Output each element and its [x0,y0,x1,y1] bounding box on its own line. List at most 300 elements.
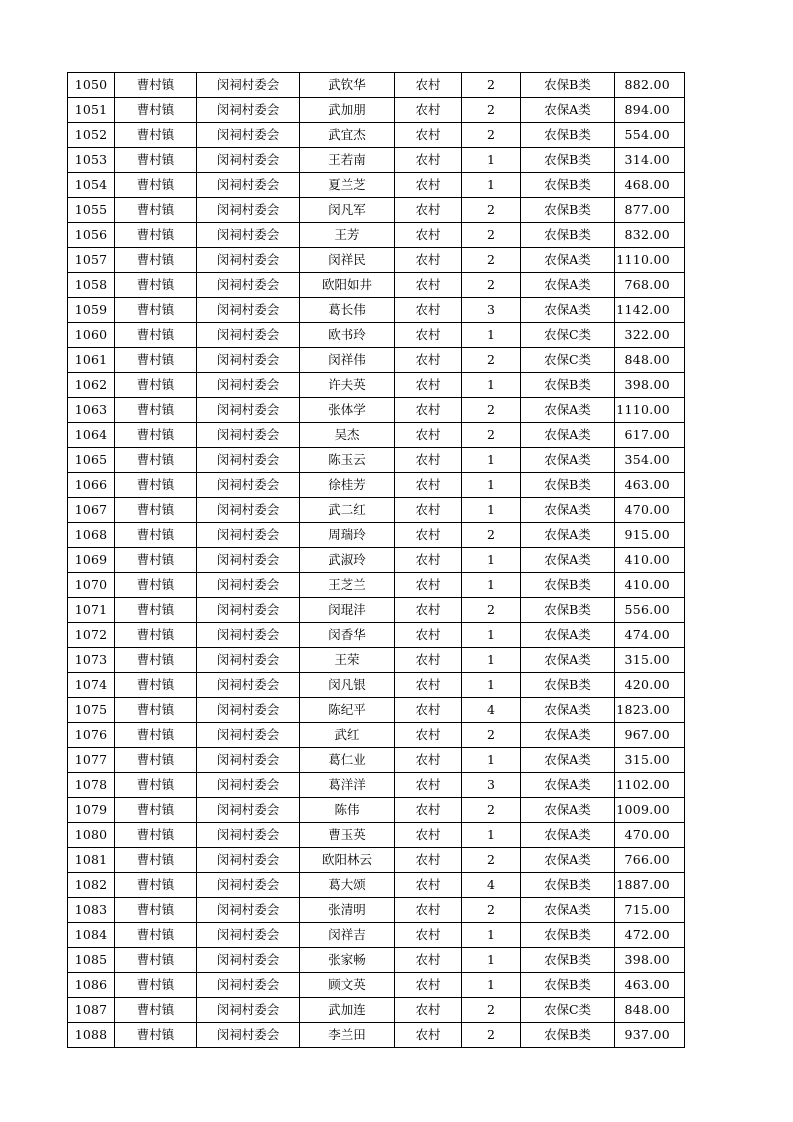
household-type-cell: 农村 [395,973,462,998]
row-number: 1062 [68,373,115,398]
name-cell: 王芝兰 [300,573,395,598]
household-type-cell: 农村 [395,398,462,423]
village-committee-cell: 闵祠村委会 [197,523,300,548]
town-cell: 曹村镇 [115,373,197,398]
member-count-cell: 1 [462,948,521,973]
table-row [68,448,685,473]
row-number: 1076 [68,723,115,748]
town-cell: 曹村镇 [115,798,197,823]
member-count-cell: 2 [462,598,521,623]
name-cell: 闵香华 [300,623,395,648]
name-cell: 张清明 [300,898,395,923]
insurance-class-cell: 农保A类 [521,298,615,323]
town-cell: 曹村镇 [115,773,197,798]
household-type-cell: 农村 [395,748,462,773]
member-count-cell: 2 [462,273,521,298]
name-cell: 吴杰 [300,423,395,448]
household-type-cell: 农村 [395,348,462,373]
row-number: 1070 [68,573,115,598]
member-count-cell: 1 [462,448,521,473]
insurance-class-cell: 农保A类 [521,523,615,548]
village-committee-cell: 闵祠村委会 [197,498,300,523]
name-cell: 徐桂芳 [300,473,395,498]
amount-cell: 315.00 [615,748,685,773]
insurance-class-cell: 农保A类 [521,748,615,773]
row-number: 1078 [68,773,115,798]
insurance-class-cell: 农保B类 [521,1023,615,1048]
village-committee-cell: 闵祠村委会 [197,173,300,198]
table-row [68,773,685,798]
town-cell: 曹村镇 [115,498,197,523]
amount-cell: 420.00 [615,673,685,698]
name-cell: 许夫英 [300,373,395,398]
town-cell: 曹村镇 [115,323,197,348]
table-row [68,173,685,198]
household-type-cell: 农村 [395,798,462,823]
insurance-class-cell: 农保A类 [521,98,615,123]
amount-cell: 1110.00 [615,398,685,423]
name-cell: 葛洋洋 [300,773,395,798]
insurance-class-cell: 农保B类 [521,873,615,898]
household-type-cell: 农村 [395,848,462,873]
insurance-class-cell: 农保B类 [521,473,615,498]
village-committee-cell: 闵祠村委会 [197,948,300,973]
member-count-cell: 1 [462,173,521,198]
amount-cell: 832.00 [615,223,685,248]
member-count-cell: 3 [462,773,521,798]
household-type-cell: 农村 [395,773,462,798]
row-number: 1082 [68,873,115,898]
insurance-class-cell: 农保A类 [521,798,615,823]
village-committee-cell: 闵祠村委会 [197,898,300,923]
village-committee-cell: 闵祠村委会 [197,273,300,298]
amount-cell: 768.00 [615,273,685,298]
member-count-cell: 1 [462,323,521,348]
name-cell: 葛仁业 [300,748,395,773]
row-number: 1081 [68,848,115,873]
table-row [68,873,685,898]
amount-cell: 315.00 [615,648,685,673]
household-type-cell: 农村 [395,473,462,498]
village-committee-cell: 闵祠村委会 [197,798,300,823]
table-row [68,423,685,448]
town-cell: 曹村镇 [115,973,197,998]
member-count-cell: 1 [462,148,521,173]
household-type-cell: 农村 [395,298,462,323]
village-committee-cell: 闵祠村委会 [197,748,300,773]
member-count-cell: 1 [462,498,521,523]
row-number: 1087 [68,998,115,1023]
member-count-cell: 2 [462,248,521,273]
name-cell: 闵祥民 [300,248,395,273]
town-cell: 曹村镇 [115,198,197,223]
town-cell: 曹村镇 [115,298,197,323]
town-cell: 曹村镇 [115,673,197,698]
insurance-class-cell: 农保A类 [521,273,615,298]
member-count-cell: 1 [462,548,521,573]
household-type-cell: 农村 [395,698,462,723]
member-count-cell: 1 [462,648,521,673]
member-count-cell: 2 [462,998,521,1023]
row-number: 1080 [68,823,115,848]
member-count-cell: 1 [462,623,521,648]
village-committee-cell: 闵祠村委会 [197,548,300,573]
household-type-cell: 农村 [395,998,462,1023]
town-cell: 曹村镇 [115,573,197,598]
household-type-cell: 农村 [395,1023,462,1048]
row-number: 1075 [68,698,115,723]
table-row [68,523,685,548]
name-cell: 王若南 [300,148,395,173]
amount-cell: 468.00 [615,173,685,198]
member-count-cell: 1 [462,373,521,398]
village-committee-cell: 闵祠村委会 [197,423,300,448]
table-row [68,373,685,398]
town-cell: 曹村镇 [115,723,197,748]
table-row [68,398,685,423]
table-row [68,273,685,298]
insurance-class-cell: 农保A类 [521,648,615,673]
row-number: 1088 [68,1023,115,1048]
insurance-class-cell: 农保B类 [521,123,615,148]
insurance-class-cell: 农保B类 [521,73,615,98]
insurance-class-cell: 农保A类 [521,848,615,873]
village-committee-cell: 闵祠村委会 [197,873,300,898]
table-row [68,698,685,723]
member-count-cell: 2 [462,223,521,248]
town-cell: 曹村镇 [115,398,197,423]
name-cell: 陈纪平 [300,698,395,723]
village-committee-cell: 闵祠村委会 [197,473,300,498]
household-type-cell: 农村 [395,423,462,448]
insurance-class-cell: 农保C类 [521,323,615,348]
table-row [68,148,685,173]
household-type-cell: 农村 [395,648,462,673]
village-committee-cell: 闵祠村委会 [197,448,300,473]
table-row [68,473,685,498]
member-count-cell: 2 [462,898,521,923]
town-cell: 曹村镇 [115,998,197,1023]
insurance-class-cell: 农保A类 [521,248,615,273]
name-cell: 武加连 [300,998,395,1023]
row-number: 1063 [68,398,115,423]
row-number: 1085 [68,948,115,973]
household-type-cell: 农村 [395,223,462,248]
name-cell: 闵祥吉 [300,923,395,948]
village-committee-cell: 闵祠村委会 [197,98,300,123]
table-row [68,73,685,98]
row-number: 1056 [68,223,115,248]
member-count-cell: 2 [462,198,521,223]
town-cell: 曹村镇 [115,248,197,273]
row-number: 1053 [68,148,115,173]
insurance-class-cell: 农保B类 [521,573,615,598]
village-committee-cell: 闵祠村委会 [197,198,300,223]
town-cell: 曹村镇 [115,898,197,923]
amount-cell: 766.00 [615,848,685,873]
amount-cell: 556.00 [615,598,685,623]
amount-cell: 1110.00 [615,248,685,273]
row-number: 1084 [68,923,115,948]
table-row [68,748,685,773]
name-cell: 武加朋 [300,98,395,123]
town-cell: 曹村镇 [115,623,197,648]
household-type-cell: 农村 [395,723,462,748]
insurance-class-cell: 农保B类 [521,923,615,948]
name-cell: 闵凡银 [300,673,395,698]
amount-cell: 848.00 [615,998,685,1023]
insurance-class-cell: 农保C类 [521,998,615,1023]
amount-cell: 967.00 [615,723,685,748]
amount-cell: 322.00 [615,323,685,348]
town-cell: 曹村镇 [115,148,197,173]
member-count-cell: 4 [462,873,521,898]
village-committee-cell: 闵祠村委会 [197,348,300,373]
village-committee-cell: 闵祠村委会 [197,648,300,673]
town-cell: 曹村镇 [115,948,197,973]
village-committee-cell: 闵祠村委会 [197,998,300,1023]
name-cell: 武红 [300,723,395,748]
data-table [67,72,685,1048]
household-type-cell: 农村 [395,198,462,223]
household-type-cell: 农村 [395,173,462,198]
amount-cell: 1142.00 [615,298,685,323]
member-count-cell: 2 [462,73,521,98]
town-cell: 曹村镇 [115,698,197,723]
amount-cell: 472.00 [615,923,685,948]
member-count-cell: 1 [462,573,521,598]
town-cell: 曹村镇 [115,873,197,898]
town-cell: 曹村镇 [115,598,197,623]
village-committee-cell: 闵祠村委会 [197,923,300,948]
town-cell: 曹村镇 [115,523,197,548]
member-count-cell: 2 [462,798,521,823]
member-count-cell: 1 [462,923,521,948]
town-cell: 曹村镇 [115,273,197,298]
row-number: 1065 [68,448,115,473]
household-type-cell: 农村 [395,948,462,973]
household-type-cell: 农村 [395,123,462,148]
insurance-class-cell: 农保B类 [521,148,615,173]
household-type-cell: 农村 [395,573,462,598]
name-cell: 欧阳如井 [300,273,395,298]
town-cell: 曹村镇 [115,98,197,123]
household-type-cell: 农村 [395,248,462,273]
town-cell: 曹村镇 [115,1023,197,1048]
insurance-class-cell: 农保A类 [521,773,615,798]
village-committee-cell: 闵祠村委会 [197,248,300,273]
household-type-cell: 农村 [395,873,462,898]
household-type-cell: 农村 [395,823,462,848]
village-committee-cell: 闵祠村委会 [197,673,300,698]
village-committee-cell: 闵祠村委会 [197,373,300,398]
table-row [68,573,685,598]
insurance-class-cell: 农保C类 [521,348,615,373]
table-row [68,973,685,998]
village-committee-cell: 闵祠村委会 [197,298,300,323]
table-row [68,198,685,223]
village-committee-cell: 闵祠村委会 [197,323,300,348]
table-row [68,998,685,1023]
table-row [68,498,685,523]
row-number: 1054 [68,173,115,198]
amount-cell: 354.00 [615,448,685,473]
household-type-cell: 农村 [395,598,462,623]
row-number: 1071 [68,598,115,623]
town-cell: 曹村镇 [115,848,197,873]
insurance-class-cell: 农保B类 [521,598,615,623]
amount-cell: 410.00 [615,548,685,573]
household-type-cell: 农村 [395,98,462,123]
name-cell: 武淑玲 [300,548,395,573]
name-cell: 张家畅 [300,948,395,973]
row-number: 1060 [68,323,115,348]
row-number: 1057 [68,248,115,273]
amount-cell: 882.00 [615,73,685,98]
row-number: 1083 [68,898,115,923]
insurance-class-cell: 农保B类 [521,173,615,198]
town-cell: 曹村镇 [115,423,197,448]
table-row [68,323,685,348]
name-cell: 夏兰芝 [300,173,395,198]
row-number: 1064 [68,423,115,448]
row-number: 1058 [68,273,115,298]
amount-cell: 398.00 [615,948,685,973]
member-count-cell: 2 [462,348,521,373]
member-count-cell: 1 [462,973,521,998]
town-cell: 曹村镇 [115,823,197,848]
name-cell: 欧阳林云 [300,848,395,873]
table-row [68,598,685,623]
village-committee-cell: 闵祠村委会 [197,973,300,998]
town-cell: 曹村镇 [115,748,197,773]
table-row [68,848,685,873]
amount-cell: 314.00 [615,148,685,173]
member-count-cell: 2 [462,423,521,448]
household-type-cell: 农村 [395,623,462,648]
amount-cell: 463.00 [615,973,685,998]
village-committee-cell: 闵祠村委会 [197,848,300,873]
amount-cell: 848.00 [615,348,685,373]
amount-cell: 1823.00 [615,698,685,723]
member-count-cell: 1 [462,823,521,848]
amount-cell: 894.00 [615,98,685,123]
town-cell: 曹村镇 [115,73,197,98]
insurance-class-cell: 农保A类 [521,423,615,448]
amount-cell: 1009.00 [615,798,685,823]
table-row [68,798,685,823]
table-row [68,673,685,698]
insurance-class-cell: 农保B类 [521,973,615,998]
row-number: 1055 [68,198,115,223]
member-count-cell: 2 [462,848,521,873]
village-committee-cell: 闵祠村委会 [197,573,300,598]
amount-cell: 474.00 [615,623,685,648]
insurance-class-cell: 农保A类 [521,723,615,748]
village-committee-cell: 闵祠村委会 [197,398,300,423]
household-type-cell: 农村 [395,448,462,473]
row-number: 1052 [68,123,115,148]
table-row [68,623,685,648]
household-type-cell: 农村 [395,323,462,348]
village-committee-cell: 闵祠村委会 [197,598,300,623]
table-row [68,823,685,848]
table-row [68,298,685,323]
household-type-cell: 农村 [395,548,462,573]
table-row [68,248,685,273]
insurance-class-cell: 农保A类 [521,698,615,723]
household-type-cell: 农村 [395,73,462,98]
amount-cell: 1887.00 [615,873,685,898]
household-type-cell: 农村 [395,273,462,298]
table-row [68,123,685,148]
town-cell: 曹村镇 [115,173,197,198]
name-cell: 曹玉英 [300,823,395,848]
name-cell: 闵琨沣 [300,598,395,623]
name-cell: 陈伟 [300,798,395,823]
member-count-cell: 1 [462,473,521,498]
table-row [68,723,685,748]
table-body [68,73,685,1048]
row-number: 1086 [68,973,115,998]
household-type-cell: 农村 [395,498,462,523]
member-count-cell: 2 [462,398,521,423]
town-cell: 曹村镇 [115,648,197,673]
row-number: 1050 [68,73,115,98]
table-row [68,548,685,573]
amount-cell: 937.00 [615,1023,685,1048]
amount-cell: 470.00 [615,498,685,523]
table-row [68,923,685,948]
village-committee-cell: 闵祠村委会 [197,823,300,848]
row-number: 1067 [68,498,115,523]
insurance-class-cell: 农保B类 [521,198,615,223]
member-count-cell: 3 [462,298,521,323]
insurance-class-cell: 农保B类 [521,223,615,248]
name-cell: 武钦华 [300,73,395,98]
member-count-cell: 1 [462,673,521,698]
name-cell: 武宜杰 [300,123,395,148]
amount-cell: 470.00 [615,823,685,848]
table-row [68,98,685,123]
row-number: 1068 [68,523,115,548]
amount-cell: 1102.00 [615,773,685,798]
insurance-class-cell: 农保A类 [521,898,615,923]
household-type-cell: 农村 [395,523,462,548]
village-committee-cell: 闵祠村委会 [197,1023,300,1048]
member-count-cell: 2 [462,723,521,748]
row-number: 1074 [68,673,115,698]
town-cell: 曹村镇 [115,448,197,473]
amount-cell: 715.00 [615,898,685,923]
household-type-cell: 农村 [395,673,462,698]
household-type-cell: 农村 [395,148,462,173]
row-number: 1061 [68,348,115,373]
household-type-cell: 农村 [395,373,462,398]
insurance-class-cell: 农保A类 [521,448,615,473]
name-cell: 陈玉云 [300,448,395,473]
member-count-cell: 2 [462,98,521,123]
name-cell: 王荣 [300,648,395,673]
name-cell: 王芳 [300,223,395,248]
row-number: 1051 [68,98,115,123]
village-committee-cell: 闵祠村委会 [197,623,300,648]
town-cell: 曹村镇 [115,473,197,498]
town-cell: 曹村镇 [115,348,197,373]
name-cell: 葛长伟 [300,298,395,323]
member-count-cell: 2 [462,523,521,548]
insurance-class-cell: 农保A类 [521,623,615,648]
